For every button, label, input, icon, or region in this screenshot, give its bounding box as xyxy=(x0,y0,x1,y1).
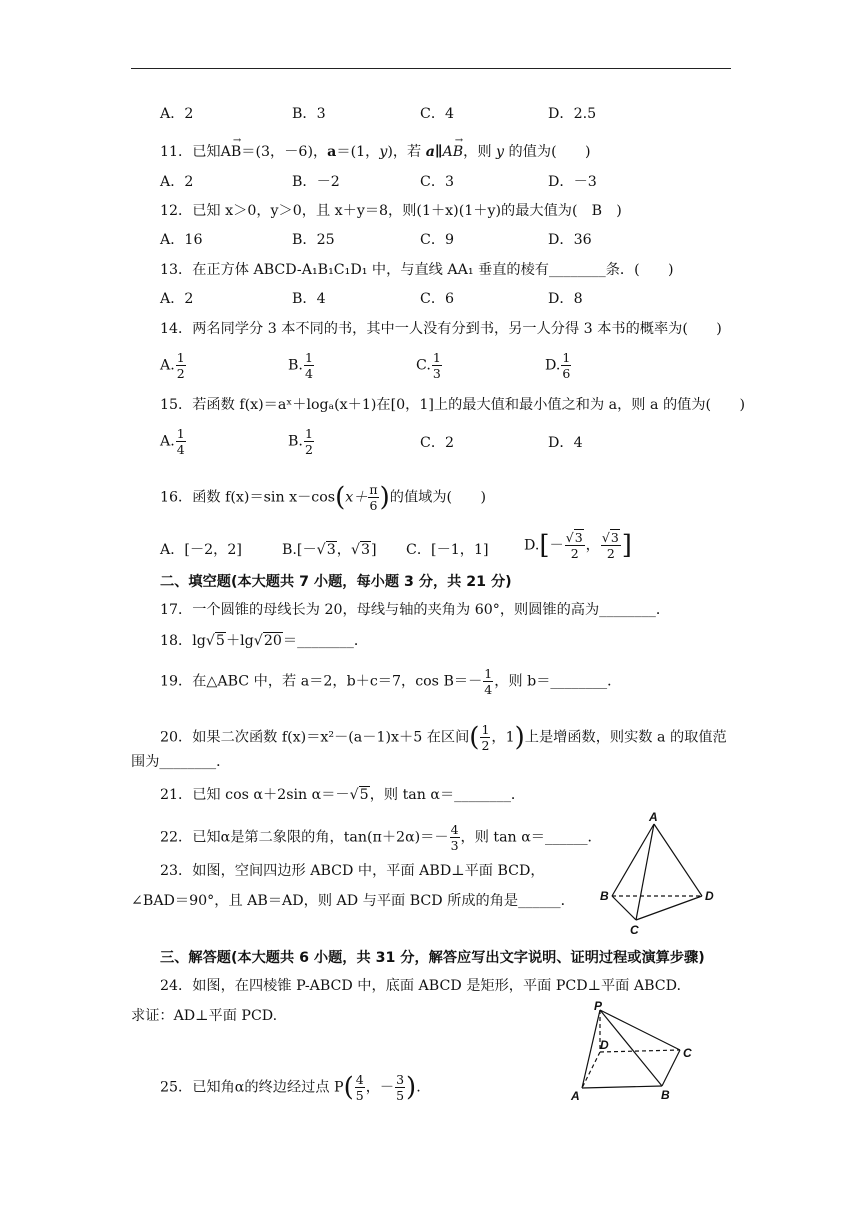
question-20-continued: 围为________． xyxy=(131,754,231,770)
question-12: 12．已知 x＞0，y＞0，且 x＋y＝8，则(1＋x)(1＋y)的最大值为( B ) xyxy=(160,203,622,219)
question-18: 18．lg√5＋lg√20＝________． xyxy=(160,633,369,649)
question-24-line-2: 求证：AD⊥平面 PCD. xyxy=(131,1008,278,1024)
question-15: 15．若函数 f(x)＝aˣ＋logₐ(x＋1)在[0，1]上的最大值和最小值之和为 a，则 a 的值为( ) xyxy=(160,397,745,413)
question-13: 13．在正方体 ABCD-A₁B₁C₁D₁ 中，与直线 AA₁ 垂直的棱有________条．( ) xyxy=(160,262,674,278)
edge-pc xyxy=(600,1010,680,1050)
q12-option-b: B．25 xyxy=(292,232,335,248)
label-p: P xyxy=(594,999,603,1013)
vector-ab: → AB xyxy=(220,135,242,160)
edge-bc xyxy=(612,896,636,920)
fraction: $\frac{4}{3}$ xyxy=(450,822,459,853)
q13-option-b: B．4 xyxy=(292,291,326,307)
label-d: D xyxy=(705,889,714,903)
question-14: 14．两名同学分 3 本不同的书，其中一人没有分到书，另一人分得 3 本书的概率为( ) xyxy=(160,321,722,337)
question-23-line-1: 23．如图，空间四边形 ABCD 中，平面 ABD⊥平面 BCD， xyxy=(160,863,545,879)
edge-dc-hidden xyxy=(600,1050,680,1052)
figure-pyramid xyxy=(566,1000,706,1104)
q10-option-a: A．2 xyxy=(160,106,194,122)
q15-option-c: C．2 xyxy=(420,435,455,451)
question-24-line-1: 24．如图，在四棱锥 P-ABCD 中，底面 ABCD 是矩形，平面 PCD⊥平面 ABCD. xyxy=(160,978,682,994)
fraction: $\frac{1}{2}$ xyxy=(304,426,313,457)
fraction: $\frac{1}{4}$ xyxy=(176,426,185,457)
q14-option-b: B. $\frac{1}{4}$ xyxy=(288,350,313,381)
edge-da-hidden xyxy=(582,1052,600,1088)
question-19: 19．在△ABC 中，若 a＝2，b＋c＝7，cos B＝－ $\frac{1}{4}$ ，则 b＝________． xyxy=(160,666,622,697)
q12-option-d: D．36 xyxy=(548,232,592,248)
question-16: 16．函数 f(x)＝sin x－cos(x＋ $\frac{\pi}{6}$ )的值域为( ) xyxy=(160,482,486,513)
q10-option-c: C．4 xyxy=(420,106,455,122)
section-heading-answers: 三、解答题(本大题共 6 小题，共 31 分，解答应写出文字说明、证明过程或演算步骤) xyxy=(160,950,705,966)
edge-ab xyxy=(582,1086,662,1088)
vector-ab-2: → AB xyxy=(442,135,464,160)
label-b: B xyxy=(661,1088,670,1102)
label-b: B xyxy=(600,889,609,903)
fraction: $\frac{1}{4}$ xyxy=(304,350,313,381)
q14-option-c: C. $\frac{1}{3}$ xyxy=(416,350,441,381)
fraction: $\frac{√3}{2}$ xyxy=(601,530,619,561)
edge-bc xyxy=(662,1050,680,1086)
q16-option-b: B.[－√3，√3] xyxy=(282,542,377,558)
header-rule xyxy=(131,68,731,69)
q16-option-a: A．[－2，2] xyxy=(160,542,242,558)
label-c: C xyxy=(683,1046,692,1060)
q16-option-c: C．[－1，1] xyxy=(406,542,489,558)
q11-text: 11．已知 xyxy=(160,144,221,160)
q11-option-a: A．2 xyxy=(160,174,194,190)
edge-ad xyxy=(654,824,702,896)
section-heading-fill-in: 二、填空题(本大题共 7 小题，每小题 3 分，共 21 分) xyxy=(160,574,512,590)
fraction: $\frac{4}{5}$ xyxy=(355,1072,364,1103)
question-17: 17．一个圆锥的母线长为 20，母线与轴的夹角为 60°，则圆锥的高为________． xyxy=(160,602,671,618)
q15-option-b: B. $\frac{1}{2}$ xyxy=(288,426,313,457)
q12-option-c: C．9 xyxy=(420,232,455,248)
fraction: $\frac{1}{2}$ xyxy=(176,350,185,381)
question-11: 11．已知 → AB＝(3，－6)，a＝(1，y)，若 a∥ → AB，则 y 的值为( ) xyxy=(160,135,591,160)
question-21: 21．已知 cos α＋2sin α＝－√5，则 tan α＝________． xyxy=(160,787,526,803)
label-c: C xyxy=(630,923,639,937)
q11-option-b: B．－2 xyxy=(292,174,340,190)
fraction: $\frac{1}{2}$ xyxy=(481,722,490,753)
q13-option-d: D．8 xyxy=(548,291,583,307)
q16-option-d: D.[－ $\frac{√3}{2}$ ， $\frac{√3}{2}$ ] xyxy=(524,530,632,561)
label-d: D xyxy=(600,1038,609,1052)
q15-option-d: D．4 xyxy=(548,435,583,451)
q15-option-a: A. $\frac{1}{4}$ xyxy=(160,426,185,457)
question-23-line-2: ∠BAD＝90°，且 AB＝AD，则 AD 与平面 BCD 所成的角是______． xyxy=(131,893,575,909)
fraction: $\frac{1}{3}$ xyxy=(432,350,441,381)
label-a: A xyxy=(571,1089,580,1103)
edge-cd xyxy=(636,896,702,920)
label-a: A xyxy=(649,810,658,824)
q12-option-a: A．16 xyxy=(160,232,203,248)
edge-pa xyxy=(582,1010,600,1088)
q14-option-a: A. $\frac{1}{2}$ xyxy=(160,350,185,381)
question-20: 20．如果二次函数 f(x)＝x²－(a－1)x＋5 在区间( $\frac{1}{2}$ ，1)上是增函数，则实数 a 的取值范 xyxy=(160,722,727,753)
edge-pb xyxy=(600,1010,662,1086)
q11-option-c: C．3 xyxy=(420,174,455,190)
q10-option-b: B．3 xyxy=(292,106,326,122)
fraction: $\frac{1}{4}$ xyxy=(484,666,493,697)
q10-option-d: D．2.5 xyxy=(548,106,597,122)
fraction: $\frac{√3}{2}$ xyxy=(565,530,583,561)
q11-option-d: D．－3 xyxy=(548,174,597,190)
fraction: $\frac{1}{6}$ xyxy=(562,350,571,381)
q13-option-a: A．2 xyxy=(160,291,194,307)
fraction: $\frac{3}{5}$ xyxy=(396,1072,405,1103)
q13-option-c: C．6 xyxy=(420,291,455,307)
question-25: 25．已知角α的终边经过点 P( $\frac{4}{5}$ ，－ $\frac{3}{5}$ ). xyxy=(160,1072,421,1103)
fraction: $\frac{\pi}{6}$ xyxy=(369,482,378,513)
q14-option-d: D. $\frac{1}{6}$ xyxy=(545,350,571,381)
figure-tetrahedron xyxy=(598,810,718,938)
question-22: 22．已知α是第二象限的角，tan(π＋2α)＝－ $\frac{4}{3}$ ，则 tan α＝______． xyxy=(160,822,602,853)
